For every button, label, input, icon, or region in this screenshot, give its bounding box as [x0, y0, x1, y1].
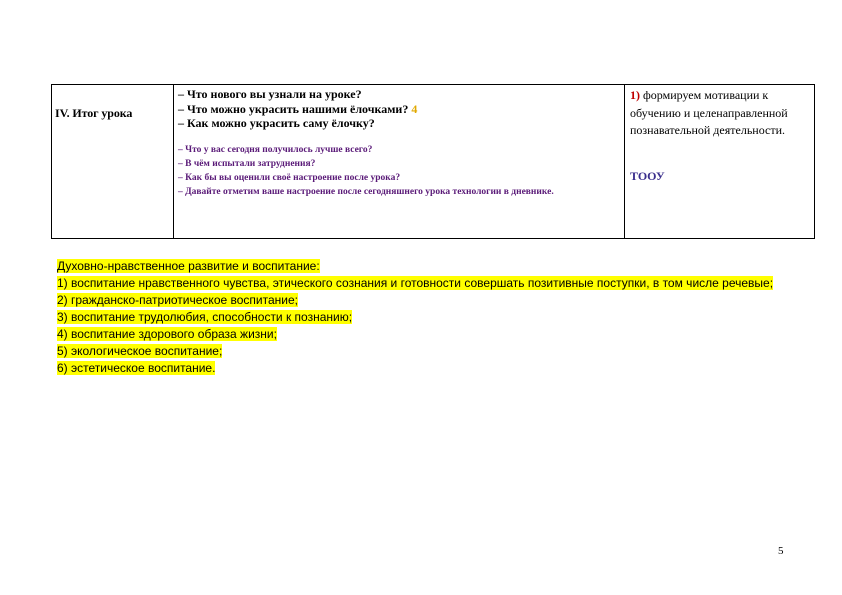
result-cell [625, 85, 815, 239]
question-item: – Как можно украсить саму ёлочку? [178, 116, 375, 130]
list-item: 6) эстетическое воспитание. [57, 361, 216, 375]
question-number: 4 [411, 101, 418, 116]
stage-cell [52, 85, 174, 239]
upbringing-section [57, 258, 786, 377]
activity-cell [174, 85, 625, 239]
tooy-label: ТООУ [630, 168, 665, 183]
question-item: – Что нового вы узнали на уроке? [178, 87, 362, 101]
lesson-table [51, 84, 815, 239]
reflection-item: – Как бы вы оценили своё настроение после урока? [178, 172, 401, 183]
section-heading: Духовно-нравственное развитие и воспитание: [57, 259, 320, 273]
list-item: 4) воспитание здорового образа жизни; [57, 327, 277, 341]
reflection-item: – Давайте отметим ваше настроение после сегодняшнего урока технологии в дневнике. [178, 187, 554, 198]
table-row [52, 85, 815, 239]
result-number: 1) [630, 88, 640, 102]
reflection-item: – В чём испытали затруднения? [178, 158, 316, 169]
result-text: 1) формируем мотивации к обучению и целенаправленной познавательной деятельности. [630, 88, 788, 137]
list-item: 1) воспитание нравственного чувства, этического сознания и готовности совершать позитивные поступки, в том числе речевые; [57, 276, 774, 290]
page-number: 5 [778, 545, 784, 557]
stage-label: IV. Итог урока [55, 106, 133, 120]
list-item: 2) гражданско-патриотическое воспитание; [57, 293, 298, 307]
list-item: 5) экологическое воспитание; [57, 344, 223, 358]
question-item: – Что можно украсить нашими ёлочками? 4 [178, 101, 418, 116]
list-item: 3) воспитание трудолюбия, способности к познанию; [57, 310, 353, 324]
reflection-list [174, 143, 624, 200]
question-list [174, 85, 624, 131]
reflection-item: – Что у вас сегодня получилось лучше всего? [178, 144, 373, 155]
